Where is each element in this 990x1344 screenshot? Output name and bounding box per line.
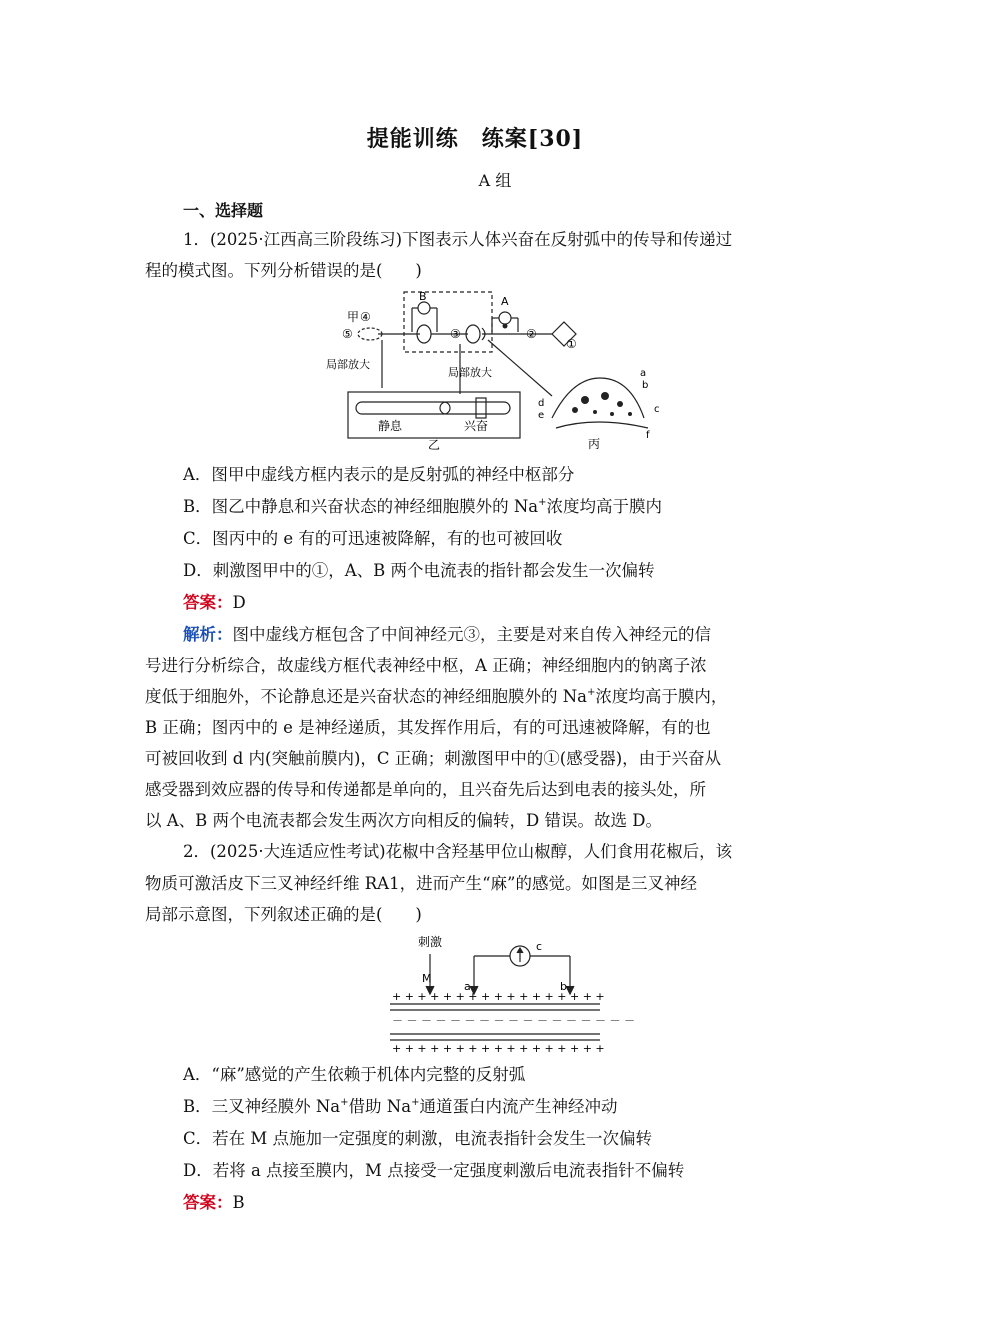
svg-text:c: c [654,404,660,415]
q1-answer: 答案：D [183,593,246,612]
svg-text:+ + + + + + + + + + + + + + +: + + + + + + + + + + + + + + + + + [392,1042,605,1055]
svg-text:f: f [646,430,650,441]
q2-option-c[interactable]: C．若在 M 点施加一定强度的刺激，电流表指针会发生一次偏转 [183,1129,653,1148]
q1-stem-line2: 程的模式图。下列分析错误的是( ) [145,261,422,280]
svg-text:④: ④ [360,310,371,324]
q1-analysis-line2: 号进行分析综合，故虚线方框代表神经中枢，A 正确；神经细胞内的钠离子浓 [145,656,707,675]
q1-option-c[interactable]: C．图丙中的 e 有的可迅速被降解，有的也可被回收 [183,529,563,548]
q1-reflex-arc-figure [320,288,670,454]
q2-stem-line2: 物质可激活皮下三叉神经纤维 RA1，进而产生“麻”的感觉。如图是三叉神经 [145,874,697,893]
q2-option-b[interactable]: B．三叉神经膜外 Na+借助 Na+通道蛋白内流产生神经冲动 [183,1097,618,1116]
svg-text:A: A [501,295,509,308]
q2-option-d[interactable]: D．若将 a 点接至膜内，M 点接受一定强度刺激后电流表指针不偏转 [183,1161,685,1180]
svg-text:b: b [642,380,649,391]
section-heading: 一、选择题 [183,201,264,220]
q1-analysis-line5: 可被回收到 d 内(突触前膜内)，C 正确；刺激图甲中的①(感受器)，由于兴奋从 [145,749,722,768]
q2-option-a[interactable]: A．“麻”感觉的产生依赖于机体内完整的反射弧 [183,1065,526,1084]
nerve-center-dashed-box [404,292,492,352]
q1-option-b[interactable]: B．图乙中静息和兴奋状态的神经细胞膜外的 Na+浓度均高于膜内 [183,497,663,516]
svg-text:M: M [422,972,432,985]
q1-option-a[interactable]: A．图甲中虚线方框内表示的是反射弧的神经中枢部分 [183,465,575,484]
q2-stem-line1: 2．(2025·大连适应性考试)花椒中含羟基甲位山椒醇，人们食用花椒后，该 [183,842,733,861]
svg-text:甲: 甲 [347,310,360,324]
q1-analysis-line4: B 正确；图丙中的 e 是神经递质，其发挥作用后，有的可迅速被降解，有的也 [145,718,711,737]
q1-analysis-line7: 以 A、B 两个电流表都会发生两次方向相反的偏转，D 错误。故选 D。 [145,811,662,830]
svg-text:d: d [538,398,545,409]
svg-text:a: a [464,980,471,993]
svg-text:局部放大: 局部放大 [326,358,370,371]
svg-text:b: b [560,980,567,993]
svg-text:静息: 静息 [378,419,403,433]
q1-analysis-line6: 感受器到效应器的传导和传递都是单向的，且兴奋先后达到电表的接头处，所 [145,780,706,799]
q2-answer: 答案：B [183,1193,245,1212]
svg-text:刺激: 刺激 [418,935,443,949]
q1-analysis-line3: 度低于细胞外，不论静息还是兴奋状态的神经细胞膜外的 Na+浓度均高于膜内， [145,687,728,706]
svg-text:丙: 丙 [588,437,601,451]
svg-text:②: ② [526,327,537,341]
svg-text:B: B [419,290,427,303]
svg-text:+ + + + + + + + + + + + + + +: + + + + + + + + + + + + + + + + + [392,990,605,1003]
svg-text:③: ③ [450,327,461,341]
page-title: 提能训练 练案[30] [366,126,584,152]
svg-text:a: a [640,368,647,379]
q1-analysis-line1: 解析：图中虚线方框包含了中间神经元③，主要是对来自传入神经元的信 [183,625,711,644]
svg-text:c: c [536,940,543,953]
svg-text:乙: 乙 [428,438,441,452]
q2-stem-line3: 局部示意图，下列叙述正确的是( ) [145,905,422,924]
q2-nerve-fiber-figure [390,934,635,1056]
svg-text:①: ① [566,337,577,351]
group-label: A 组 [478,171,512,190]
svg-text:－ － － － － － － － － － － － － － －: － － － － － － － － － － － － － － － － － [392,1014,635,1027]
svg-text:局部放大: 局部放大 [448,366,492,379]
q1-option-d[interactable]: D．刺激图甲中的①，A、B 两个电流表的指针都会发生一次偏转 [183,561,655,580]
q1-stem-line1: 1．(2025·江西高三阶段练习)下图表示人体兴奋在反射弧中的传导和传递过 [183,230,733,249]
svg-text:e: e [538,410,545,421]
svg-text:⑤: ⑤ [342,327,353,341]
svg-text:兴奋: 兴奋 [464,419,489,433]
